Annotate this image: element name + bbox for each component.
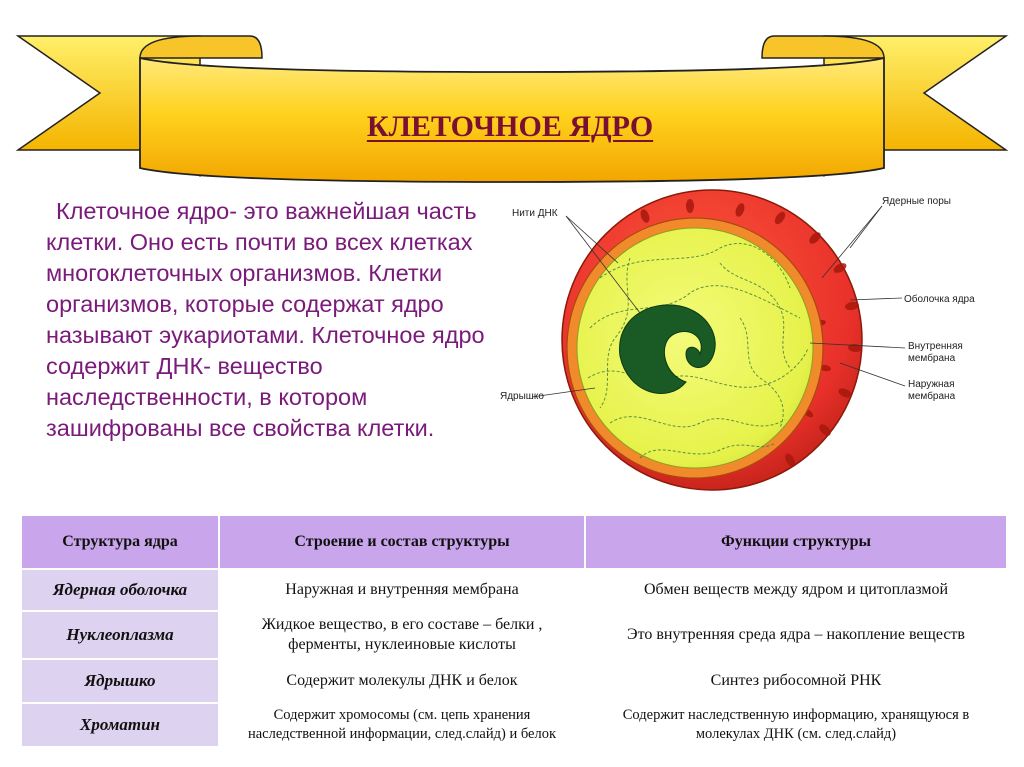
nucleus-structure-table <box>20 514 1008 748</box>
label-inner-membrane-2: мембрана <box>908 353 956 364</box>
table-row <box>21 569 1007 611</box>
row-structure: Содержит молекулы ДНК и белок <box>219 659 585 703</box>
row-structure: Наружная и внутренняя мембрана <box>219 569 585 611</box>
row-structure: Содержит хромосомы (см. цепь хранения наследственной информации, след.слайд) и белок <box>219 703 585 747</box>
page-title: КЛЕТОЧНОЕ ЯДРО <box>366 110 654 143</box>
table-row <box>21 611 1007 659</box>
label-dna-threads: Нити ДНК <box>512 208 558 219</box>
row-function: Содержит наследственную информацию, хранящуюся в молекулах ДНК (см. след.слайд) <box>585 703 1007 747</box>
label-outer-membrane-2: мембрана <box>908 391 956 402</box>
row-name: Ядрышко <box>21 659 219 703</box>
header-function: Функции структуры <box>585 515 1007 569</box>
nucleus-diagram <box>490 188 1024 508</box>
row-function: Это внутренняя среда ядра – накопление веществ <box>585 611 1007 659</box>
label-inner-membrane-1: Внутренняя <box>908 341 963 352</box>
title-banner <box>0 0 1024 190</box>
header-composition: Строение и состав структуры <box>219 515 585 569</box>
label-nuclear-envelope: Оболочка ядра <box>904 294 975 305</box>
row-name: Хроматин <box>21 703 219 747</box>
row-structure: Жидкое вещество, в его составе – белки , ферменты, нуклеиновые кислоты <box>219 611 585 659</box>
row-function: Обмен веществ между ядром и цитоплазмой <box>585 569 1007 611</box>
header-structure: Структура ядра <box>21 515 219 569</box>
label-nucleolus: Ядрышко <box>500 391 544 402</box>
row-name: Нуклеоплазма <box>21 611 219 659</box>
intro-paragraph: Клеточное ядро- это важнейшая часть клетки. Оно есть почти во всех клетках многоклеточных организмов. Клетки организмов, которые содержат ядро называют эукариотами. Клеточное ядро содержит ДНК- вещество наследственности, в котором зашифрованы все свойства клетки. <box>46 198 485 441</box>
label-outer-membrane-1: Наружная <box>908 379 955 390</box>
row-name: Ядерная оболочка <box>21 569 219 611</box>
label-nuclear-pores: Ядерные поры <box>882 196 951 207</box>
table-row <box>21 659 1007 703</box>
row-function: Синтез рибосомной РНК <box>585 659 1007 703</box>
table-row <box>21 703 1007 747</box>
table-header-row <box>21 515 1007 569</box>
